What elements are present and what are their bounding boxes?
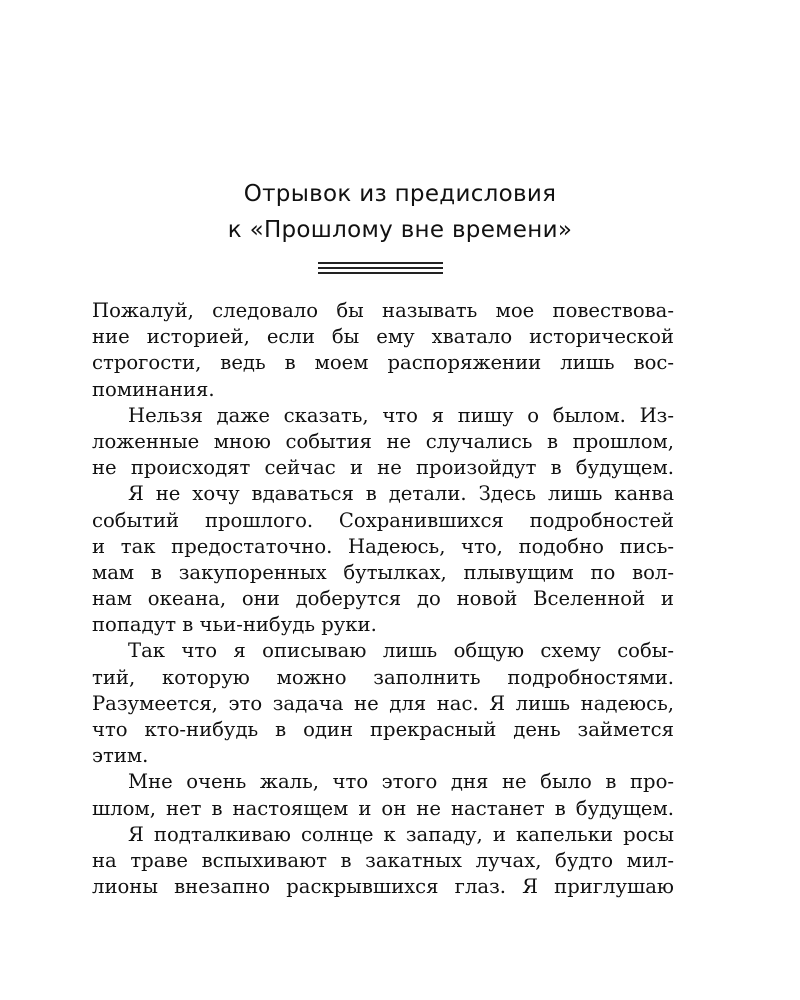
text-line: Мне очень жаль, что этого дня не было в про- xyxy=(128,770,674,794)
text-line: событий прошлого. Сохранившихся подробностей xyxy=(92,508,674,532)
text-line: лионы внезапно раскрывшихся глаз. Я приглушаю xyxy=(92,875,674,899)
text-line: нам океана, они доберутся до новой Вселенной и xyxy=(92,587,674,611)
triple-rule-ornament xyxy=(318,262,443,274)
ornament-rule xyxy=(318,262,443,264)
text-line: поминания. xyxy=(92,377,215,401)
text-line: Так что я описываю лишь общую схему собы- xyxy=(128,639,674,663)
text-line: что кто-нибудь в один прекрасный день займется xyxy=(92,718,674,741)
ornament-rule xyxy=(318,272,443,274)
heading-line-2: к «Прошлому вне времени» xyxy=(227,217,573,243)
ornament-rule xyxy=(318,267,443,269)
body-text xyxy=(92,298,674,900)
text-line: этим. xyxy=(92,744,149,768)
text-line: попадут в чьи-нибудь руки. xyxy=(92,613,377,637)
heading-line-1: Отрывок из предисловия xyxy=(243,181,557,207)
text-line: Я не хочу вдаваться в детали. Здесь лишь канва xyxy=(128,482,674,506)
text-line: и так предостаточно. Надеюсь, что, подобно пись- xyxy=(92,534,674,558)
text-line: строгости, ведь в моем распоряжении лишь вос- xyxy=(92,351,674,375)
text-line: не происходят сейчас и не произойдут в будущем. xyxy=(92,456,674,480)
text-line: Пожалуй, следовало бы называть мое повествова- xyxy=(92,299,674,322)
text-line: Разумеется, это задача не для нас. Я лишь надеюсь, xyxy=(92,691,674,715)
text-line: мам в закупоренных бутылках, плывущим по вол- xyxy=(92,560,674,584)
text-line: Нельзя даже сказать, что я пишу о былом. Из- xyxy=(128,403,674,427)
text-line: ние историей, если бы ему хватало исторической xyxy=(92,325,674,349)
text-line: шлом, нет в настоящем и он не настанет в будущем. xyxy=(92,796,674,820)
text-line: на траве вспыхивают в закатных лучах, будто мил- xyxy=(92,848,674,872)
text-line: тий, которую можно заполнить подробностями. xyxy=(92,665,674,689)
text-line: ложенные мною события не случались в прошлом, xyxy=(92,429,674,453)
chapter-heading xyxy=(0,176,800,248)
text-line: Я подталкиваю солнце к западу, и капельки росы xyxy=(128,822,674,846)
